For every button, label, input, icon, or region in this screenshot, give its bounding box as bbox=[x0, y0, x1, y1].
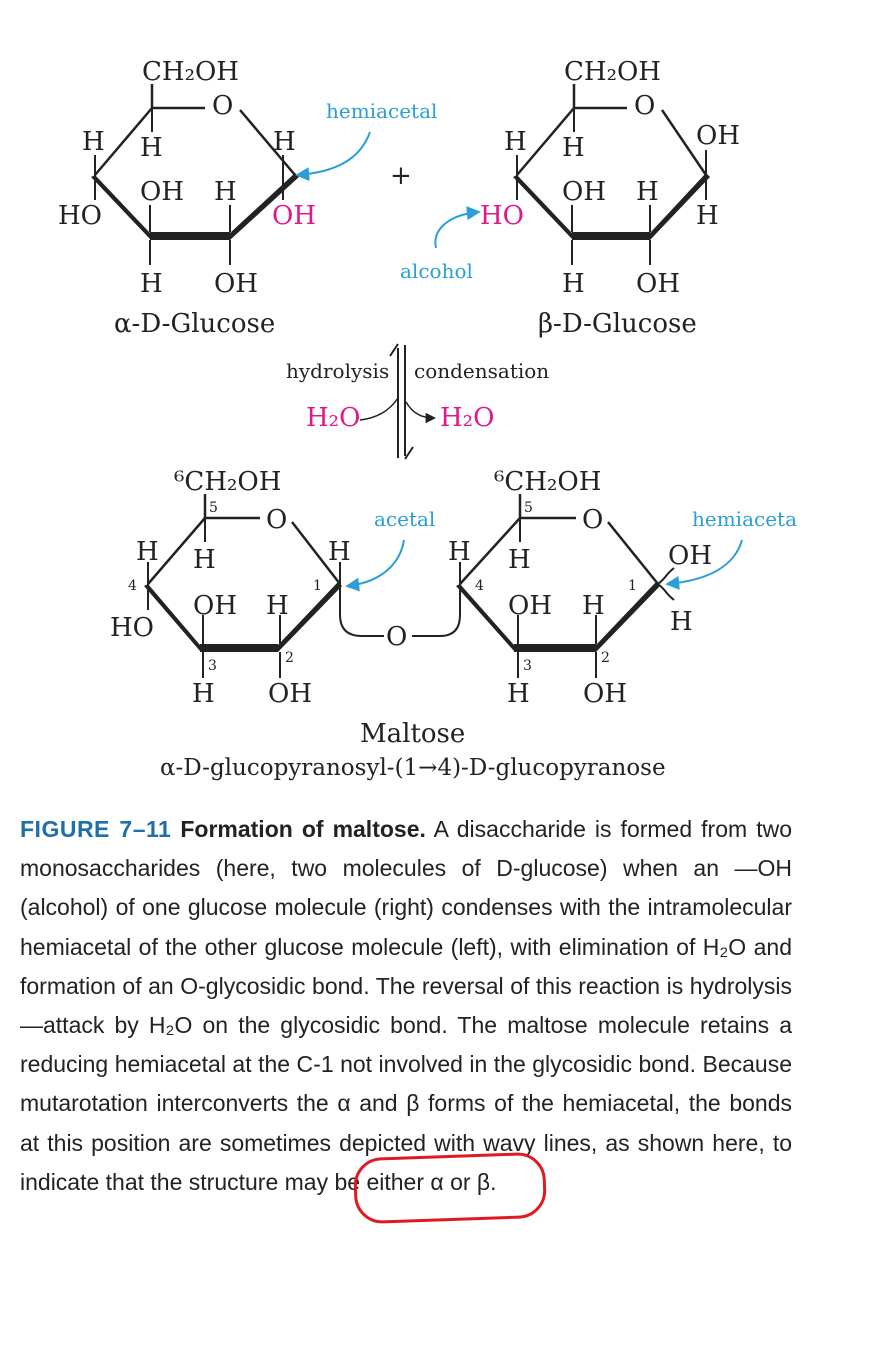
water-right: H₂O bbox=[440, 403, 495, 433]
c1-hydrogen: H bbox=[273, 127, 296, 157]
c1-hydrogen: H bbox=[696, 201, 719, 231]
c2-hydrogen: H bbox=[636, 177, 659, 207]
caption-body: A disaccharide is formed from two monosaccharides (here, two molecules of D-glucose) when an —OH (alcohol) of one glucose molecule (right) condenses with the intramolecular hemiacetal of the other glucose molecule (left), with elimination of H₂O and formation of an O-glycosidic bond. The reversal of this reaction is hydrolysis—attack by H₂O on the glycosidic bond. The maltose molecule retains a reducing hemiacetal at the C-1 not involved in the glycosidic bond. Because mutarotation interconverts the α and β forms of the hemiacetal, the bonds at this position are sometimes depicted with wavy lines, as shown here, to indicate that the structure may be bbox=[20, 816, 792, 1195]
carbon-2-label: 2 bbox=[285, 650, 294, 666]
right-ch2oh-label: ⁶CH₂OH bbox=[494, 467, 602, 497]
beta-glucose-name: β-D-Glucose bbox=[538, 309, 697, 339]
hydrolysis-label: hydrolysis bbox=[286, 359, 390, 383]
circled-text: either α or β. bbox=[366, 1168, 497, 1195]
carbon-3-label: 3 bbox=[208, 658, 217, 674]
plus-sign: + bbox=[390, 161, 412, 191]
acetal-arrow bbox=[348, 540, 404, 586]
maltose-systematic-name: α-D-glucopyranosyl-(1→4)-D-glucopyranose bbox=[160, 755, 666, 781]
left-c2-hydrogen: H bbox=[266, 591, 289, 621]
c5-hydrogen: H bbox=[562, 133, 585, 163]
right-ring-oxygen: O bbox=[582, 505, 604, 535]
beta-glucose-structure bbox=[480, 57, 740, 339]
water-left: H₂O bbox=[306, 403, 361, 433]
alpha-glucose-name: α-D-Glucose bbox=[114, 309, 276, 339]
maltose-structure bbox=[110, 467, 797, 781]
right-c1-hydrogen: H bbox=[670, 607, 693, 637]
left-c4-hydrogen: H bbox=[136, 537, 159, 567]
c4-hydrogen: H bbox=[504, 127, 527, 157]
right-c1-hydroxyl: OH bbox=[668, 541, 712, 571]
c2-hydrogen: H bbox=[214, 177, 237, 207]
right-carbon-1-label: 1 bbox=[628, 578, 637, 594]
alcohol-label: alcohol bbox=[400, 259, 473, 283]
c3-hydroxyl: OH bbox=[562, 177, 606, 207]
right-bottom-hydroxyl: OH bbox=[583, 679, 627, 709]
bottom-hydroxyl: OH bbox=[636, 269, 680, 299]
right-c5-hydrogen: H bbox=[508, 545, 531, 575]
alcohol-arrow bbox=[435, 212, 478, 248]
wavy-bond-down bbox=[658, 584, 674, 600]
hydroxyl-c4: HO bbox=[480, 201, 524, 231]
left-c4-hydroxyl: HO bbox=[110, 613, 154, 643]
hemiacetal-label: hemiacetal bbox=[326, 99, 438, 123]
left-ring-oxygen: O bbox=[266, 505, 288, 535]
maltose-name: Maltose bbox=[360, 719, 466, 749]
bottom-hydrogen: H bbox=[562, 269, 585, 299]
glycosidic-oxygen: O bbox=[386, 622, 408, 652]
c5-hydrogen: H bbox=[140, 133, 163, 163]
acetal-label: acetal bbox=[374, 507, 436, 531]
anomeric-hydroxyl: OH bbox=[696, 121, 740, 151]
right-carbon-3-label: 3 bbox=[523, 658, 532, 674]
ring-oxygen: O bbox=[212, 91, 234, 121]
right-c4-hydrogen: H bbox=[448, 537, 471, 567]
hydroxyl-c4: HO bbox=[58, 201, 102, 231]
carbon-1-label: 1 bbox=[313, 578, 322, 594]
right-hemiacetal-label: hemiaceta bbox=[692, 507, 797, 531]
carbon-5-label: 5 bbox=[209, 500, 218, 516]
left-bottom-hydrogen: H bbox=[192, 679, 215, 709]
figure-caption bbox=[20, 810, 792, 1202]
c3-hydroxyl: OH bbox=[140, 177, 184, 207]
ch2oh-label: CH₂OH bbox=[564, 57, 661, 87]
condensation-label: condensation bbox=[414, 359, 550, 383]
alpha-glucose-structure bbox=[58, 57, 316, 339]
left-c3-hydroxyl: OH bbox=[193, 591, 237, 621]
hemiacetal-arrow bbox=[298, 132, 370, 175]
bottom-hydrogen: H bbox=[140, 269, 163, 299]
right-carbon-4-label: 4 bbox=[475, 578, 484, 594]
left-bottom-hydroxyl: OH bbox=[268, 679, 312, 709]
right-carbon-5-label: 5 bbox=[524, 500, 533, 516]
carbon-4-label: 4 bbox=[128, 578, 137, 594]
right-bottom-hydrogen: H bbox=[507, 679, 530, 709]
ring-oxygen: O bbox=[634, 91, 656, 121]
right-c2-hydrogen: H bbox=[582, 591, 605, 621]
figure-title: Formation of maltose. bbox=[180, 816, 426, 842]
ch2oh-label: CH₂OH bbox=[142, 57, 239, 87]
right-c3-hydroxyl: OH bbox=[508, 591, 552, 621]
circled-phrase bbox=[366, 1163, 496, 1202]
bottom-hydroxyl: OH bbox=[214, 269, 258, 299]
right-carbon-2-label: 2 bbox=[601, 650, 610, 666]
left-ch2oh-label: ⁶CH₂OH bbox=[174, 467, 282, 497]
c4-hydrogen: H bbox=[82, 127, 105, 157]
anomeric-hydroxyl: OH bbox=[272, 201, 316, 231]
left-c1-hydrogen: H bbox=[328, 537, 351, 567]
figure-number: FIGURE 7–11 bbox=[20, 816, 172, 842]
left-c5-hydrogen: H bbox=[193, 545, 216, 575]
